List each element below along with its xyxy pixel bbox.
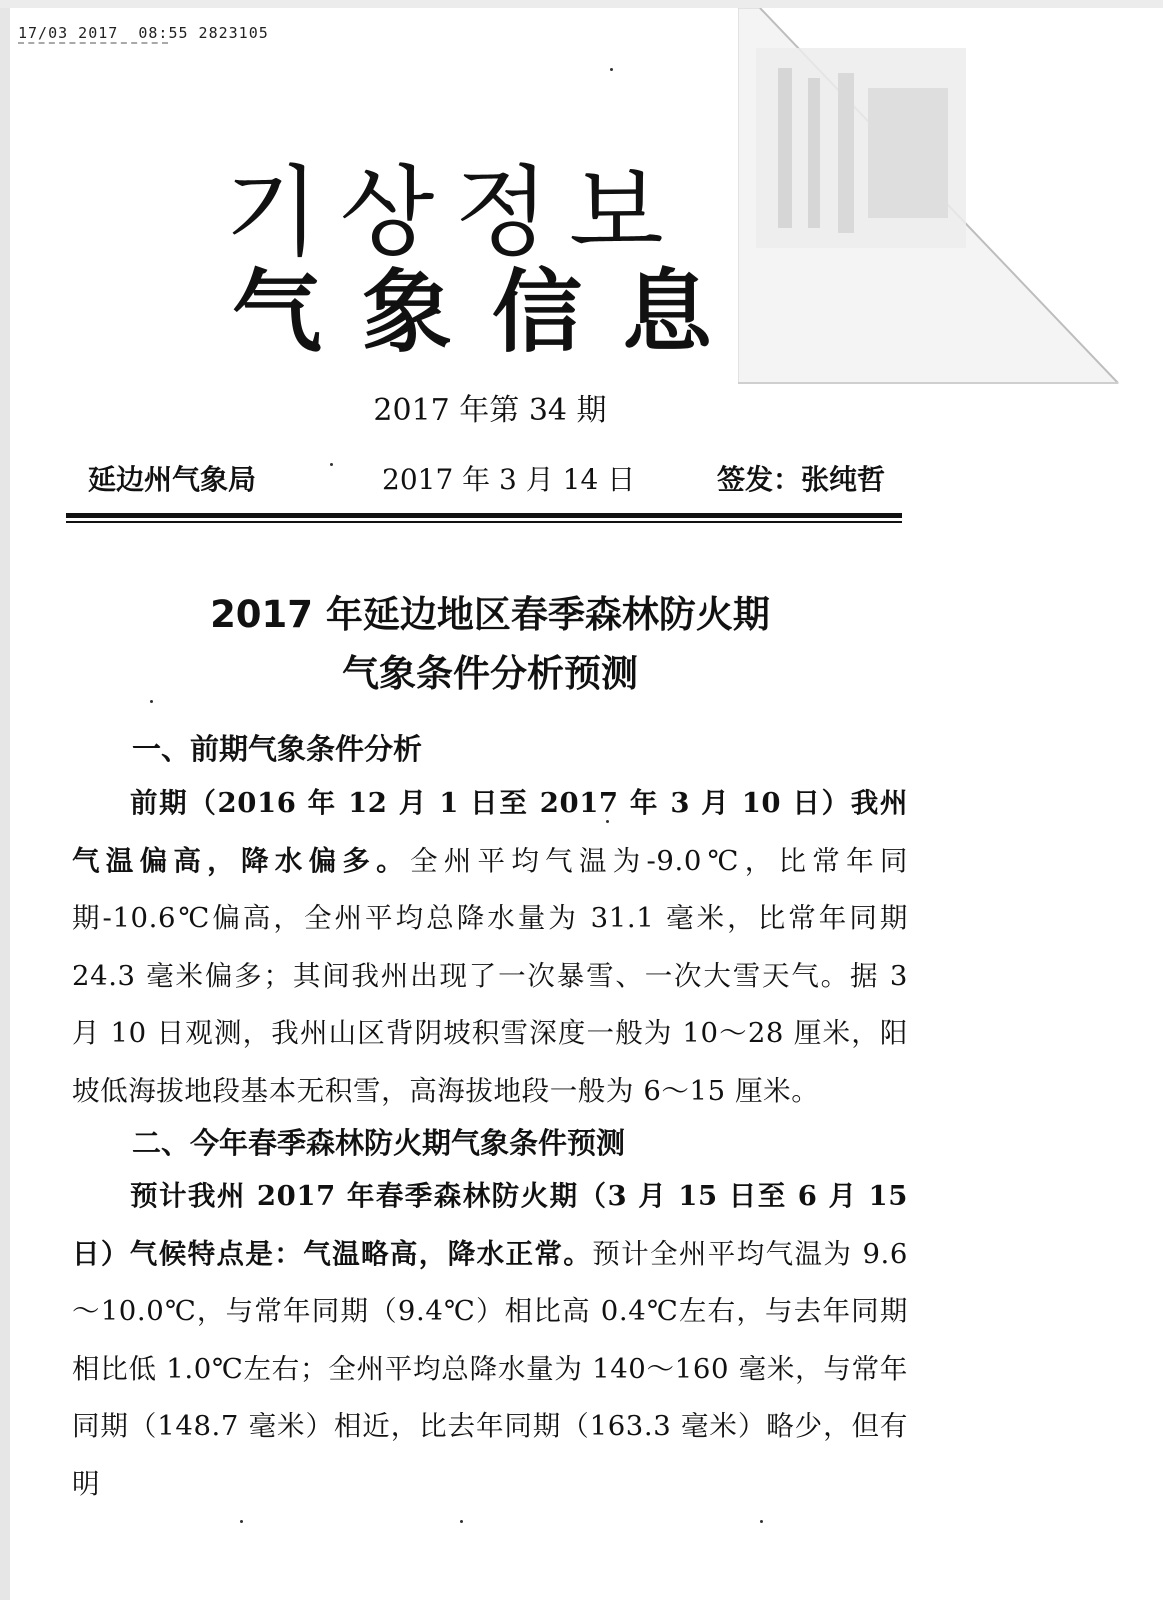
section-1-body: 全州平均气温为-9.0℃，比常年同期-10.6℃偏高，全州平均总降水量为 31.1 毫米，比常年同期 24.3 毫米偏多；其间我州出现了一次暴雪、一次大雪天气。据 3 月 10 日观测，我州山区背阴坡积雪深度一般为 10～28 厘米，阳坡低海拔地段基本无积雪，高海拔地段一般为 6～15 厘米。 bbox=[72, 844, 909, 1107]
issue-date: 2017 年 3 月 14 日 bbox=[382, 463, 636, 496]
scan-speck bbox=[150, 700, 153, 703]
scan-speck bbox=[610, 68, 613, 71]
document-title-line-2: 气象条件分析预测 bbox=[342, 652, 638, 695]
scan-speck bbox=[760, 1520, 763, 1523]
signer: 签发：张纯哲 bbox=[717, 463, 886, 496]
section-2-body: 预计全州平均气温为 9.6～10.0℃，与常年同期（9.4℃）相比高 0.4℃左右，与去年同期相比低 1.0℃左右；全州平均总降水量为 140～160 毫米，与常年同期（148.7 毫米）相近，比去年同期（163.3 毫米）略少，但有明 bbox=[72, 1237, 908, 1500]
scan-speck bbox=[460, 1520, 463, 1523]
issue-number: 2017 年第 34 期 bbox=[373, 393, 607, 428]
section-2-lead: 预计我州 2017 年春季森林防火期（3 月 15 日至 6 月 15 日）气候特点是：气温略高，降水正常。 bbox=[72, 1180, 908, 1270]
section-1-heading: 一、前期气象条件分析 bbox=[132, 732, 423, 766]
section-2-heading: 二、今年春季森林防火期气象条件预测 bbox=[132, 1126, 626, 1160]
section-2-paragraph bbox=[72, 1168, 908, 1513]
scan-left-edge bbox=[0, 0, 10, 1600]
scan-speck bbox=[240, 1520, 243, 1523]
folded-corner bbox=[738, 8, 1163, 388]
scan-speck bbox=[606, 820, 609, 823]
masthead-chinese-title: 气象信息 bbox=[232, 259, 752, 365]
section-1-lead: 前期（2016 年 12 月 1 日至 2017 年 3 月 10 日）我州气温偏高，降水偏多。 bbox=[72, 787, 908, 877]
scan-top-edge bbox=[0, 0, 1163, 8]
fax-header-residue bbox=[18, 42, 168, 50]
scan-speck bbox=[330, 463, 333, 466]
section-1-paragraph bbox=[72, 775, 908, 1120]
issuer-name: 延边州气象局 bbox=[88, 463, 257, 496]
masthead-korean-title: 기상정보 bbox=[225, 156, 684, 270]
header-divider-thick bbox=[66, 513, 902, 518]
document-title-line-1: 2017 年延边地区春季森林防火期 bbox=[210, 593, 770, 636]
header-divider-thin bbox=[66, 521, 902, 523]
fax-header-line: 17/03 2017 08:55 2823105 bbox=[18, 24, 269, 42]
